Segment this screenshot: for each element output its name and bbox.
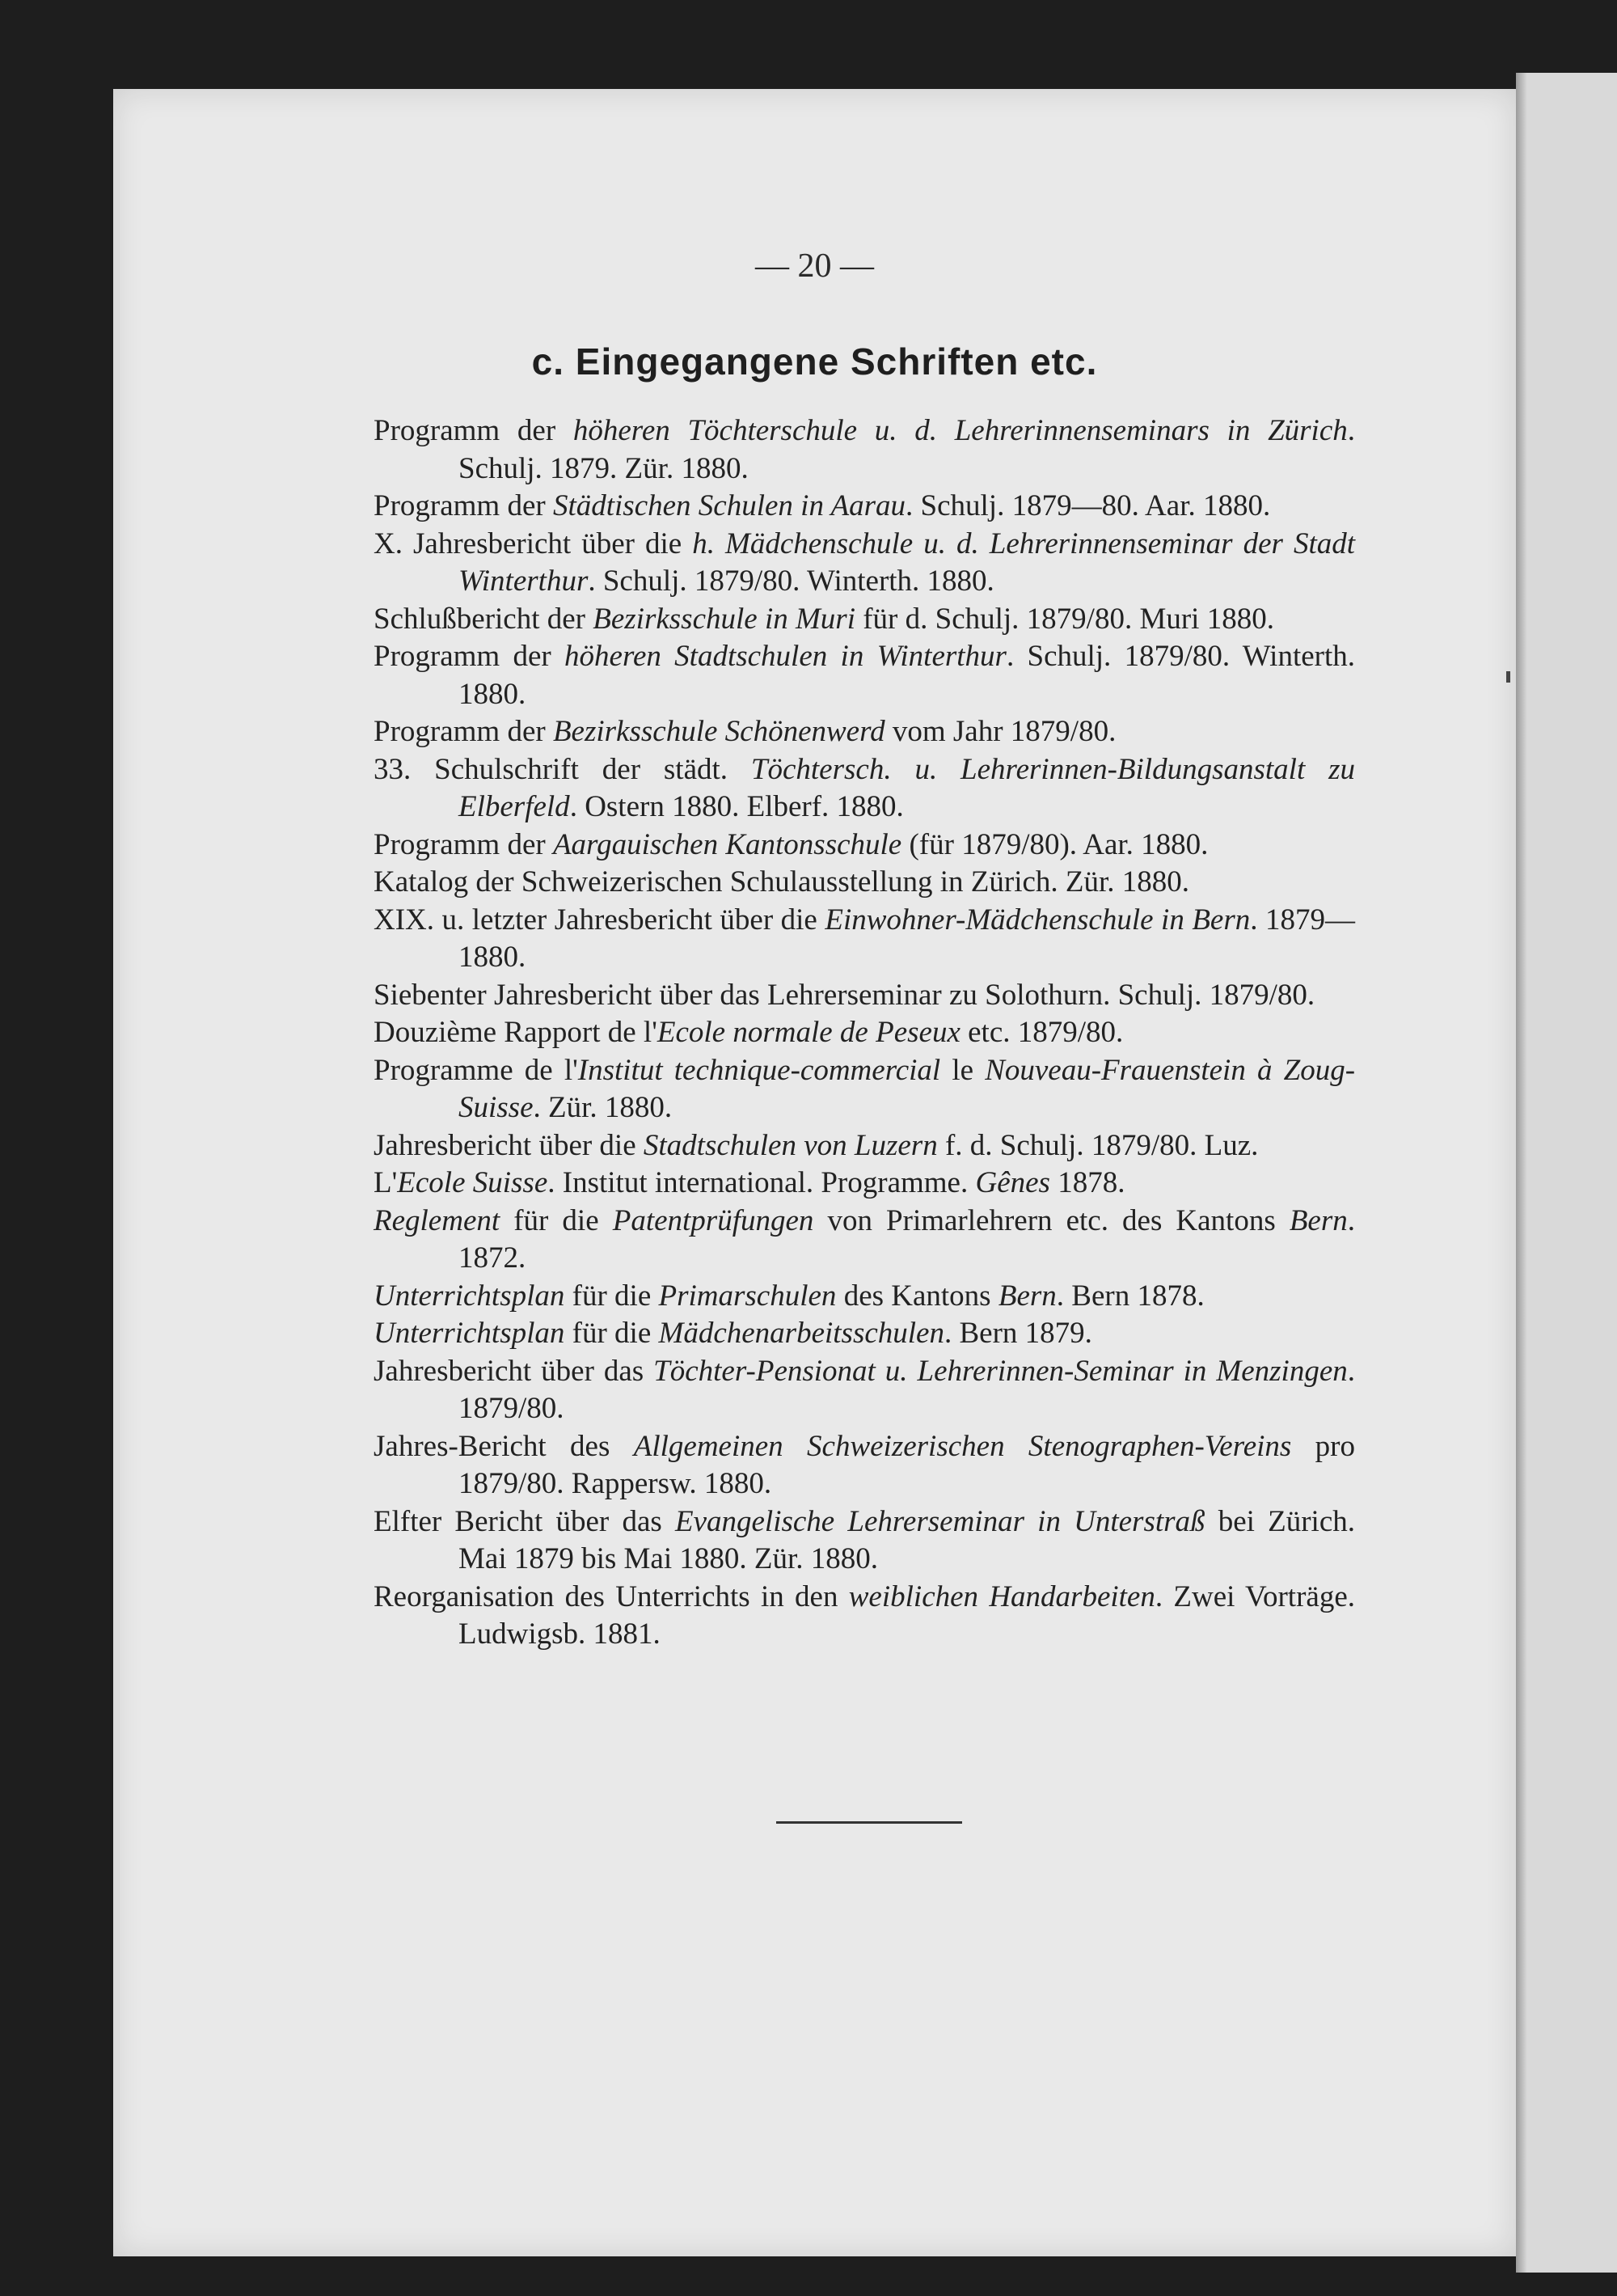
bibliography-entry	[374, 488, 1355, 526]
entry-text: 1878.	[1049, 1166, 1125, 1199]
bibliography-entry	[374, 1315, 1355, 1353]
bibliography-entry	[374, 1203, 1355, 1278]
entry-text: Elfter Bericht über das	[374, 1504, 675, 1538]
entry-text: Programm der	[374, 640, 565, 673]
entry-text: für die	[564, 1317, 659, 1350]
bibliography-entry	[374, 1127, 1355, 1165]
entry-text: L'	[374, 1166, 398, 1199]
entry-text: . 1879—1880.	[458, 903, 1356, 974]
bibliography-entry	[374, 601, 1355, 639]
entry-text: f. d. Schulj. 1879/80. Luz.	[937, 1128, 1259, 1162]
entry-text: . Schulj. 1879. Zür. 1880.	[458, 414, 1356, 485]
bibliography-entry	[374, 1428, 1355, 1503]
entry-text: . Ostern 1880. Elberf. 1880.	[569, 790, 904, 823]
bibliography-entry	[374, 1052, 1355, 1127]
entry-text: Reorganisation des Unterrichts in den	[374, 1579, 849, 1613]
entry-title-italic: Aargauischen Kantonsschule	[552, 827, 902, 861]
entry-text: etc. 1879/80.	[960, 1016, 1124, 1049]
entry-text: . Zwei Vorträge. Ludwigsb. 1881.	[458, 1579, 1356, 1651]
entry-text: 33. Schulschrift der städt.	[374, 752, 751, 786]
entry-title-italic: höheren Stadtschulen in Winterthur	[564, 640, 1007, 673]
entry-title-italic: Bezirksschule in Muri	[593, 602, 855, 636]
entry-text: . Zür. 1880.	[533, 1091, 673, 1124]
entry-title-italic: Ecole Suisse	[397, 1166, 548, 1199]
entry-title-italic: Ecole normale de Peseux	[657, 1016, 960, 1049]
entry-text: Programm der	[374, 489, 553, 522]
entry-title-italic: Evangelische Lehrerseminar in Unterstraß	[674, 1504, 1205, 1538]
bibliography-entry	[374, 713, 1355, 751]
entry-text: Siebenter Jahresbericht über das Lehrerseminar zu Solothurn. Schulj. 1879/80.	[374, 978, 1315, 1012]
entry-text: . 1879/80.	[458, 1354, 1355, 1425]
bibliography-entry	[374, 977, 1355, 1015]
entry-text: Programm der	[374, 827, 553, 861]
entry-text: Douzième Rapport de l'	[374, 1016, 657, 1049]
entry-text: . Schulj. 1879/80. Winterth. 1880.	[588, 564, 994, 598]
entry-text: Jahresbericht über die	[374, 1128, 644, 1162]
facing-page-edge	[1516, 73, 1617, 2273]
bibliography-entry	[374, 751, 1355, 827]
entry-text: bei Zürich. Mai 1879 bis Mai 1880. Zür. 1880.	[458, 1504, 1356, 1575]
entry-text: . Schulj. 1879/80. Winterth. 1880.	[458, 640, 1355, 711]
entry-text: Programm der	[374, 715, 553, 748]
entry-text: für die	[564, 1279, 659, 1313]
entry-title-italic: Stadtschulen von Luzern	[643, 1128, 938, 1162]
entry-title-italic: Unterrichtsplan	[374, 1317, 565, 1350]
entry-text: (für 1879/80). Aar. 1880.	[901, 827, 1209, 861]
entry-title-italic: Mädchenarbeitsschulen	[658, 1317, 944, 1350]
bibliography-entry	[374, 827, 1355, 865]
entry-text: Programm der	[374, 414, 573, 447]
entry-title-italic: Patentprüfungen	[612, 1203, 814, 1237]
bibliography-entry	[374, 526, 1355, 601]
entry-title-italic: Reglement	[374, 1203, 500, 1237]
bibliography-entry	[374, 638, 1355, 713]
bibliography-entry	[374, 1165, 1355, 1203]
entry-text: Katalog der Schweizerischen Schulausstellung in Zürich. Zür. 1880.	[374, 865, 1190, 899]
bibliography-entry	[374, 1503, 1355, 1579]
bibliography-entry	[374, 864, 1355, 902]
scan-speck	[1506, 671, 1510, 683]
entry-text: pro 1879/80. Rappersw. 1880.	[458, 1429, 1356, 1500]
entry-text: . Bern 1878.	[1056, 1279, 1205, 1313]
entry-text: . 1872.	[458, 1203, 1355, 1275]
bibliography-entry	[374, 1353, 1355, 1428]
entry-text: Jahresbericht über das	[374, 1354, 654, 1388]
entry-text: für d. Schulj. 1879/80. Muri 1880.	[855, 602, 1274, 636]
entry-text: von Primarlehrern etc. des Kantons	[813, 1203, 1290, 1237]
page-number: — 20 —	[755, 247, 874, 285]
bibliography-entry	[374, 412, 1355, 488]
entry-text: le	[940, 1053, 986, 1087]
bibliography-entry	[374, 1278, 1355, 1316]
entry-title-italic: Nouveau-Frauenstein à Zoug-Suisse	[458, 1053, 1356, 1124]
entry-text: . Institut international. Programme.	[547, 1166, 976, 1199]
gutter-shadow	[1516, 73, 1527, 2273]
entry-text: . Schulj. 1879—80. Aar. 1880.	[906, 489, 1271, 522]
entry-title-italic: Einwohner-Mädchenschule in Bern	[825, 903, 1251, 937]
entry-title-italic: Gênes	[975, 1166, 1050, 1199]
entry-title-italic: Unterrichtsplan	[374, 1279, 565, 1313]
entry-text: Jahres-Bericht des	[374, 1429, 634, 1463]
closing-rule	[776, 1821, 962, 1824]
entry-title-italic: höheren Töchterschule u. d. Lehrerinnenseminars in Zürich	[572, 414, 1348, 447]
entry-title-italic: Bern	[998, 1279, 1057, 1313]
entry-text: vom Jahr 1879/80.	[884, 715, 1117, 748]
entry-title-italic: Primarschulen	[658, 1279, 837, 1313]
bibliography-entry	[374, 1579, 1355, 1654]
bibliography-list	[374, 412, 1355, 1654]
entry-text: Programme de l'	[374, 1053, 578, 1087]
section-heading: c. Eingegangene Schriften etc.	[531, 340, 1098, 383]
entry-text: des Kantons	[836, 1279, 998, 1313]
entry-text: X. Jahresbericht über die	[374, 526, 693, 560]
bibliography-entry	[374, 902, 1355, 977]
entry-title-italic: Töchtersch. u. Lehrerinnen-Bildungsanstalt zu Elberfeld	[458, 752, 1355, 823]
entry-text: . Bern 1879.	[944, 1317, 1092, 1350]
entry-text: XIX. u. letzter Jahresbericht über die	[374, 903, 825, 937]
entry-title-italic: Städtischen Schulen in Aarau	[552, 489, 906, 522]
entry-title-italic: weiblichen Handarbeiten	[848, 1579, 1155, 1613]
entry-title-italic: Töchter-Pensionat u. Lehrerinnen-Seminar in Menzingen	[653, 1354, 1348, 1388]
entry-title-italic: h. Mädchenschule u. d. Lehrerinnenseminar der Stadt Winterthur	[458, 526, 1356, 598]
entry-title-italic: Institut technique-commercial	[577, 1053, 941, 1087]
entry-text: für die	[500, 1203, 613, 1237]
bibliography-entry	[374, 1014, 1355, 1052]
entry-title-italic: Allgemeinen Schweizerischen Stenographen-Vereins	[633, 1429, 1292, 1463]
entry-title-italic: Bezirksschule Schönenwerd	[552, 715, 885, 748]
entry-text: Schlußbericht der	[374, 602, 593, 636]
entry-title-italic: Bern	[1289, 1203, 1348, 1237]
